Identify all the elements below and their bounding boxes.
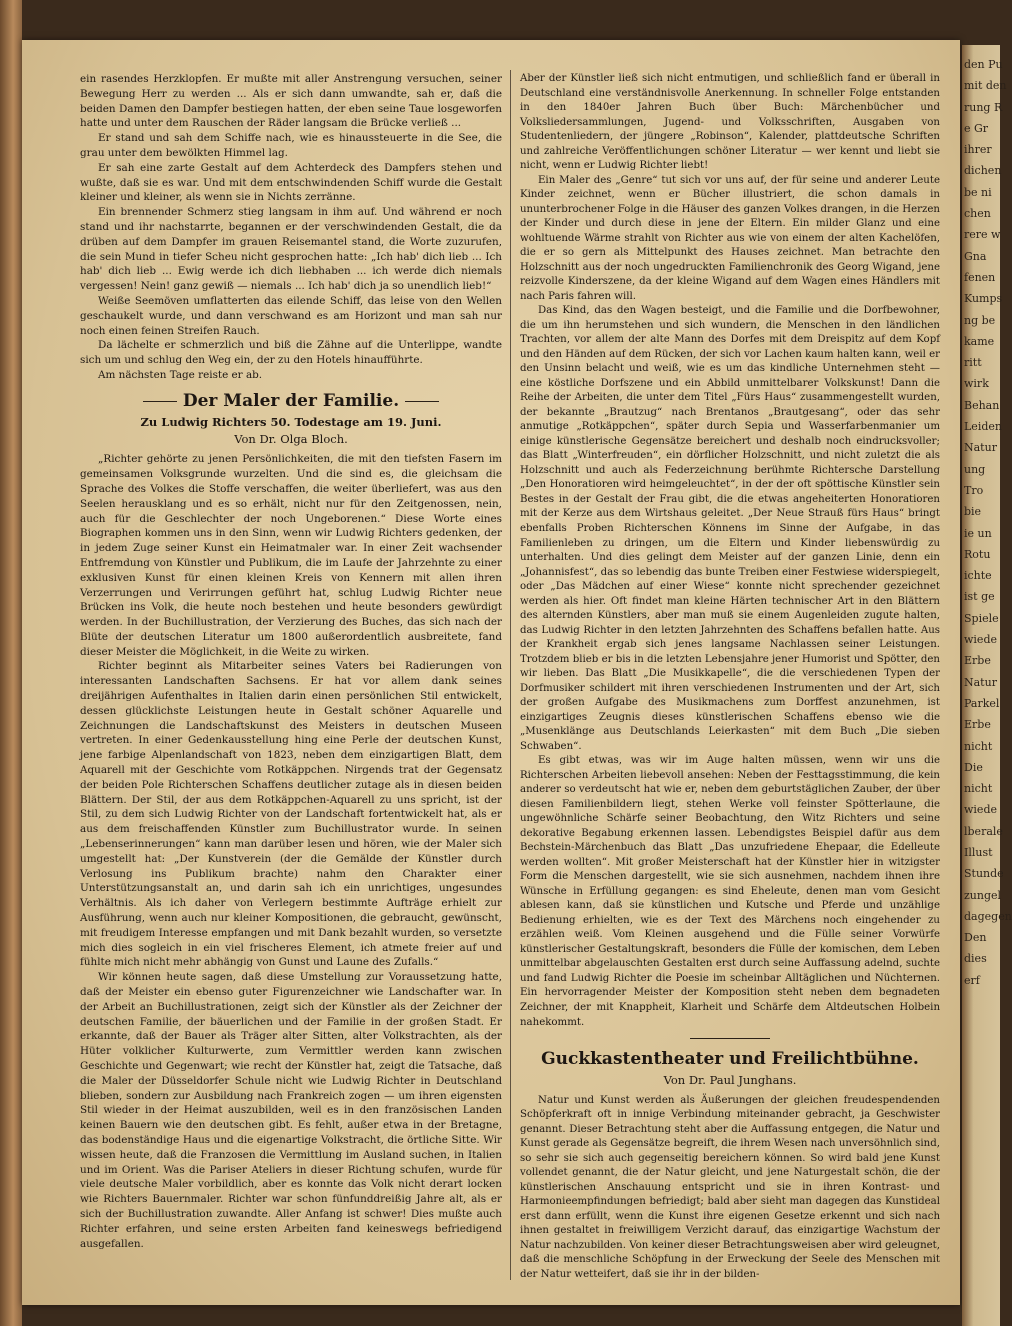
adjacent-page-fragment: wiede bbox=[964, 803, 997, 817]
paragraph: Wir können heute sagen, daß diese Umstellung zur Voraussetzung hatte, daß der Meister ein ebenso guter Figurenzeichner wie Landschafter war. In der Arbeit an Buchillustrationen, zeigt sich der Künstler als der Zeichner der deutschen Familie, der bäuerlichen und der Familie in der großen Stadt. Er erkannte, daß der Bauer als Träger alter Sitten, alter Volkstrachten, als der Hüter volklicher Kulturwerte, zum Vermittler werden kann zwischen Geschichte und Gegenwart; wie recht der Künstler hat, zeigt die Tatsache, daß die Maler der Düsseldorfer Schule nicht wie Ludwig Richter in Deutschland blieben, sondern zur Ausbildung nach Frankreich zogen — um ihren eigensten Stil wieder in der Heimat auszubilden, weil es in den französischen Landen keinen Bauern wie den deutschen gibt. Es fehlt, außer etwa in der Bretagne, das bodenständige Haus und die eigenartige Volkstracht, die örtliche Sitte. Wir wissen heute, daß die Franzosen die Vermittlung im Ausland suchen, in Italien und im Orient. Was die Pariser Ateliers in dieser Richtung schufen, wurde für viele deutsche Maler vorbildlich, aber es konnte das Volk nicht derart locken wie Richters Bauernmaler. Richter war schon fünfunddreißig Jahre alt, als er sich der Buchillustration zuwandte. Aller Anfang ist schwer! Dies mußte auch Richter erfahren, und seine ersten Arbeiten fand keineswegs befriedigend ausgefallen. bbox=[80, 971, 502, 1250]
paragraph: Weiße Seemöven umflatterten das eilende Schiff, das leise von den Wellen geschaukelt wurde, und dann verschwand es am Horizont und man sah nur noch einen feinen Streifen Rauch. bbox=[80, 294, 502, 337]
adjacent-page-text bbox=[964, 57, 1012, 994]
adjacent-page-fragment: ie un bbox=[964, 526, 992, 540]
adjacent-page-fragment: fenen bbox=[964, 270, 996, 284]
title-rule-left bbox=[143, 401, 177, 402]
adjacent-page-fragment: Behan bbox=[964, 398, 1000, 412]
paragraph: Es gibt etwas, was wir im Auge halten müssen, wenn wir uns die Richterschen Arbeiten liebevoll ansehen: Neben der Festtagsstimmung, die kein anderer so verdeutscht hat wie er, neben dem geburtstäglichen Zauber, der über diesen Familienbildern liegt, stehen Werke voll feinster Spötterlaune, die ungewöhnliche Schärfe seiner Beobachtung, den Witz Richters und seine dekorative Begabung erkennen lassen. Lebendigstes Beispiel dafür aus dem Bechstein-Märchenbuch das Blatt „Das unzufriedene Ehepaar, die Edelleute werden wollten“. Mit großer Meisterschaft hat der Künstler hier in witzigster Form die Menschen dargestellt, wie sie sich ausnehmen, nachdem ihnen ihre Wünsche in Erfüllung gegangen: es sind Eheleute, denen man vom Gesicht ablesen kann, daß sie künstlichen und Kutsche und Pferde und unzählige Bedienung erhielten, wie es der Text des Märchens noch eingehender zu erzählen weiß. Vom Kleinen ausgehend und die Fülle seiner Vorwürfe künstlerischer Gestaltungskraft, besonders die Fülle der komischen, dem Leben unmittelbar abgelauschten Gestalten erst durch seine Auffassung adelnd, suchte und fand Ludwig Richter die Poesie im scheinbar Alltäglichen und Nüchternen. Ein hervorragender Meister der Komposition steht neben dem begnadeten Zeichner, der mit Knappheit, Klarheit und Schärfe dem Altdeutschen Holbein nahekommt. bbox=[520, 755, 940, 1028]
adjacent-page-fragment: Natur bbox=[964, 441, 997, 455]
book-binding bbox=[0, 0, 22, 1326]
section-separator bbox=[690, 1038, 770, 1039]
adjacent-page-fragment: wiede bbox=[964, 633, 997, 647]
adjacent-page-fragment: bie bbox=[964, 505, 982, 519]
adjacent-page-fragment: dies bbox=[964, 952, 987, 966]
adjacent-page-fragment: ung bbox=[964, 462, 986, 476]
adjacent-page-fragment: rung R bbox=[964, 100, 1003, 114]
right-column bbox=[520, 72, 940, 1282]
paragraph: Natur und Kunst werden als Äußerungen der gleichen freudespendenden Schöpferkraft oft in innige Verbindung miteinander gebracht, ja Geschwister genannt. Dieser Betrachtung steht aber die Auffassung entgegen, die Natur und Kunst gerade als Gegensätze begreift, die ihrem Wesen nach unversöhnlich sind, so sehr sie sich auch gegenseitig bereichern können. So wird bald jene Kunst vollendet genannt, die der Natur gleicht, und jene Naturgestalt schön, die der künstlerischen Anschauung entspricht und sie in ihren Kontrast- und Harmonieempfindungen befriedigt; bald aber sieht man dagegen das Kunstideal erst dann erfüllt, wenn die Kunst ihre eigenen Gesetze erkennt und sich nach ihnen gestaltet in freiwilligem Verzicht darauf, das einzigartige Wachstum der Natur nachzubilden. Von keiner dieser Betrachtungsweisen aber wird geleugnet, daß die menschliche Schöpfung in der Erweckung der Seele des Menschen mit der Natur wetteifert, daß sie ihr in der bilden- bbox=[520, 1094, 940, 1280]
adjacent-page-fragment: Kumps bbox=[964, 292, 1003, 306]
article-author: Von Dr. Paul Junghans. bbox=[663, 1073, 797, 1088]
article-subtitle: Zu Ludwig Richters 50. Todestage am 19. Juni. bbox=[140, 414, 442, 429]
paragraph: Da lächelte er schmerzlich und biß die Zähne auf die Unterlippe, wandte sich um und schlug den Weg ein, der zu den Hotels hinaufführte. bbox=[80, 339, 502, 367]
paragraph: Er stand und sah dem Schiffe nach, wie es hinaussteuerte in die See, die grau unter dem bewölkten Himmel lag. bbox=[80, 132, 502, 159]
paragraph: Ein Maler des „Genre“ tut sich vor uns auf, der für seine und anderer Leute Kinder zeichnet, wenn er Bücher illustriert, die schon damals in ununterbrochener Folge in die Häuser des ganzen Volkes drangen, in die Herzen der Kinder und durch diese in jene der Eltern. Ein milder Glanz und eine wohltuende Wärme strahlt von Richter aus wie von einem der alten Kachelöfen, die er so gern als Mittelpunkt des Hauses zeichnet. Man betrachte den Holzschnitt aus der noch ungedruckten Familienchronik des Georg Wigand, jene reizvolle Kinderszene, da der kleine Wigand auf dem Wagen eines Händlers mit nach Paris fahren will. bbox=[520, 174, 940, 302]
article-title bbox=[80, 389, 502, 413]
adjacent-page-fragment: chen bbox=[964, 207, 991, 221]
adjacent-page-fragment: Rotu bbox=[964, 547, 991, 561]
adjacent-page-fragment: Den bbox=[964, 931, 987, 945]
paragraph: Ein brennender Schmerz stieg langsam in ihm auf. Und während er noch stand und ihr nachstarrte, begannen er der verschwindenden Gestalt, die da drüben auf dem Dampfer im grauen Reisemantel stand, die Worte zuzurufen, die sein Mund in tiefer Scheu nicht gesprochen hatte: „Ich hab' dich lieb ... Ich hab' dich lieb ... Ewig werde ich dich liebhaben ... ich werde dich niemals vergessen! Nein! ganz gewiß — niemals ... Ich hab' dich ja so unendlich lieb!“ bbox=[80, 206, 502, 293]
adjacent-page-fragment: den Pu bbox=[964, 58, 1003, 71]
adjacent-page-fragment: Stunde bbox=[964, 867, 1004, 881]
adjacent-page-fragment: ritt bbox=[964, 356, 982, 370]
adjacent-page-fragment: dichen bbox=[964, 164, 1002, 178]
adjacent-page-fragment: Illust bbox=[964, 845, 993, 859]
adjacent-page-fragment: Spiele bbox=[964, 611, 999, 625]
adjacent-page-fragment: ist ge bbox=[964, 590, 995, 604]
adjacent-page-fragment: kame bbox=[964, 334, 995, 348]
adjacent-page-fragment: e Gr bbox=[964, 121, 989, 135]
adjacent-page-fragment: be ni bbox=[964, 185, 992, 199]
article-title-text: Der Maler der Familie. bbox=[182, 390, 400, 411]
adjacent-page-fragment: zungel bbox=[964, 888, 1002, 902]
adjacent-page-fragment: dagegen bbox=[964, 909, 1012, 923]
paragraph: ein rasendes Herzklopfen. Er mußte mit aller Anstrengung versuchen, seiner Bewegung Herr zu werden ... Als er sich dann umwandte, sah er, daß die beiden Damen den Dampfer bestiegen hatten, der eben seine Taue losgeworfen hatte und unter dem Rauschen der Räder langsam die Brücke verließ ... bbox=[80, 73, 502, 130]
column-divider bbox=[510, 70, 511, 1280]
adjacent-page-fragment: Leiden bbox=[964, 420, 1002, 434]
adjacent-page-fragment: Parkel bbox=[964, 696, 1000, 710]
adjacent-page-fragment: nicht bbox=[964, 782, 993, 796]
adjacent-page-fragment: Erbe bbox=[964, 718, 991, 732]
adjacent-page-fragment: Erbe bbox=[964, 654, 991, 668]
adjacent-page-fragment: ihrer bbox=[964, 143, 992, 157]
adjacent-page-fragment: lberale bbox=[964, 824, 1003, 838]
paragraph: Aber der Künstler ließ sich nicht entmutigen, und schließlich fand er überall in Deutschland eine verständnisvolle Anerkennung. In schneller Folge entstanden in den 1840er Jahren Buch über Buch: Märchenbücher und Volksliedersammlungen, Jugend- und Volksschriften, Ausgaben von Studentenliedern, der jüngere „Robinson“, Kalender, plattdeutsche Schriften und zahlreiche Veröffentlichungen schöner Literatur — wer kennt und liebt sie nicht, wenn er Ludwig Richter liebt! bbox=[520, 73, 940, 172]
adjacent-page-fragment: erf bbox=[964, 973, 980, 987]
article-title: Guckkastentheater und Freilichtbühne. bbox=[541, 1049, 919, 1070]
paragraph: Richter beginnt als Mitarbeiter seines Vaters bei Radierungen von interessanten Landschaften Sachsens. Er hat vor allem dank seines dreijährigen Aufenthaltes in Italien darin einen persönlichen Stil entwickelt, dessen glücklichste Leistungen heute in Gestalt schöner Aquarelle und Zeichnungen die Landschaftskunst des Meisters in deutschen Museen vertreten. In einer Gedenkausstellung hing eine Perle der deutschen Kunst, jene farbige Alpenlandschaft von 1823, neben dem einzigartigen Blatt, dem Aquarell mit der Geschichte vom Rotkäppchen. Nirgends trat der Gegensatz der beiden Pole Richterschen Schaffens deutlicher zutage als in diesen beiden Blättern. Der Stil, der aus dem Rotkäppchen-Aquarell zu uns spricht, ist der Stil, zu dem sich Ludwig Richter von der Landschaft fortentwickelt hat, als er aus dem freischaffenden Künstler zum Buchillustrator wurde. In seinen „Lebenserinnerungen“ kann man darüber lesen und hören, wie der Maler sich umgestellt hat: „Der Kunstverein (der die Gemälde der Künstler durch Verlosung ins Publikum brachte) nahm den Charakter einer Unterstützungsanstalt an, und darin sah ich ein unrichtiges, ungesundes Verhältnis. Als ich daher von Verlegern bestimmte Aufträge erhielt zur Ausführung, wenn auch nur kleiner Kompositionen, die gebraucht, gewünscht, mit freudigem Interesse empfangen und mit Dank bezahlt wurden, so versetzte mich dies sogleich in ein viel frischeres Element, ich atmete freier auf und fühlte mich nicht mehr abhängig von Gunst und Laune des Zufalls.“ bbox=[80, 660, 502, 969]
left-column bbox=[80, 72, 502, 1251]
adjacent-page-fragment: Tro bbox=[964, 483, 984, 497]
adjacent-page-fragment: Natur bbox=[964, 675, 997, 689]
adjacent-page-fragment: Gna bbox=[964, 249, 987, 263]
title-rule-right bbox=[405, 401, 439, 402]
article-continuation bbox=[80, 72, 502, 383]
article-author: Von Dr. Olga Bloch. bbox=[234, 431, 348, 446]
paragraph: Er sah eine zarte Gestalt auf dem Achterdeck des Dampfers stehen und wußte, daß sie es war. Und mit dem entschwindenden Schiff wurde die Gestalt kleiner und kleiner, als wenn sie in Nichts zerränne. bbox=[80, 161, 502, 204]
adjacent-page-fragment: mit den bbox=[964, 79, 1007, 93]
adjacent-page-fragment: rere w bbox=[964, 228, 1001, 242]
adjacent-page-fragment: ichte bbox=[964, 569, 992, 583]
paragraph: „Richter gehörte zu jenen Persönlichkeiten, die mit den tiefsten Fasern im gemeinsamen Volksgrunde wurzelten. Und die sind es, die gleichsam die Sprache des Volkes die Stoffe verschaffen, die weiter überliefert, was aus den Seelen herausklang und es so erhält, nicht nur für den Zeitgenossen, nein, auch für die Geschlechter der noch Ungeborenen.“ Diese Worte eines Biographen kommen uns in den Sinn, wenn wir Ludwig Richters gedenken, der in jedem Zuge seiner Kunst ein Heimatmaler war. In einer Zeit wachsender Entfremdung von Künstler und Publikum, die im Laufe der Jahrzehnte zu einer exklusiven Kunst für einen kleinen Kreis von Kennern mit allen ihren Verzerrungen und Verirrungen geführt hat, schlug Ludwig Richter neue Brücken ins Volk, die heute noch bestehen und heute besonders gewürdigt werden. In der Buchillustration, der Verzierung des Buches, das sich nach der Blüte der deutschen Literatur um 1800 außerordentlich ausbreitete, fand dieser Meister die Möglichkeit, in die Weite zu wirken. bbox=[80, 453, 502, 658]
adjacent-page-fragment: Die bbox=[964, 760, 983, 774]
paragraph: Am nächsten Tage reiste er ab. bbox=[98, 368, 263, 381]
adjacent-page-fragment: nicht bbox=[964, 739, 993, 753]
adjacent-page-edge bbox=[962, 45, 1012, 1326]
adjacent-page-fragment: ng be bbox=[964, 313, 996, 327]
adjacent-page-fragment: wirk bbox=[964, 377, 989, 391]
paragraph: Das Kind, das den Wagen besteigt, und die Familie und die Dorfbewohner, die um ihn herumstehen und sich wundern, die Menschen in den ländlichen Trachten, vor allem der alte Mann des Dorfes mit dem Dreispitz auf dem Kopf und den Händen auf dem Rücken, der sich vor Lachen kaum halten kann, weil er den Unsinn belacht und weiß, wie es um das kindliche Unternehmen steht — eine köstliche Dorfszene und ein Abbild unmittelbarer Volkskunst! Dann die Reihe der Arbeiten, die unter dem Titel „Fürs Haus“ zusammengestellt wurden, der bekannte „Brautzug“ nach Brentanos „Brautgesang“, oder das sehr anmutige „Rotkäppchen“, später durch Sepia und Wasserfarbenmanier um einige künstlerische Gegensätze bereichert und deshalb noch eindrucksvoller; das Blatt „Winterfreuden“, ein dörflicher Holzschnitt, und nicht zuletzt die als Holzschnitt und auch als Federzeichnung berühmte Richtersche Darstellung „Den Honoratioren wird heimgeleuchtet“, in der der oft spöttische Künstler sein Bestes in der Gestalt der Frau gibt, die die etwas angeheiterten Honoratioren mit der Kerze aus dem Wirtshaus geleitet. „Der Neue Strauß fürs Haus“ bringt ebenfalls Proben Richterschen Könnens im Sinne der Aufgabe, in das Familienleben zu dringen, um die Eltern und Kinder liebenswürdig zu unterhalten. Und dies gelingt dem Meister auf der ganzen Linie, denn ein „Johannisfest“, das so lebendig das bunte Treiben einer Festwiese widerspiegelt, oder „Das Mädchen auf einer Wiese“ konnte nicht sprechender gezeichnet werden als hier. Oft findet man kleine Härten technischer Art in den Blättern des alternden Künstlers, aber man muß sie einem Augenleiden zugute halten, das Ludwig Richter in den letzten Jahrzehnten des Schaffens befallen hatte. Aus der Krankheit ergab sich jenes langsame Nachlassen seiner Leistungen. Trotzdem blieb er bis in die letzten Lebensjahre jener Humorist und Spötter, den wir lieben. Das Blatt „Die Musikkapelle“, die die verschiedenen Typen der Dorfmusiker schildert mit ihren verschiedenen Instrumenten und der Art, sich der großen Aufgabe des Musikmachens zum Dorffest anzunehmen, ist einzigartiges Zeugnis dieses künstlerischen Schaffens ebenso wie die „Musenklänge aus Deutschlands Leierkasten“ mit dem Buch „Die sieben Schwaben“. bbox=[520, 305, 940, 752]
